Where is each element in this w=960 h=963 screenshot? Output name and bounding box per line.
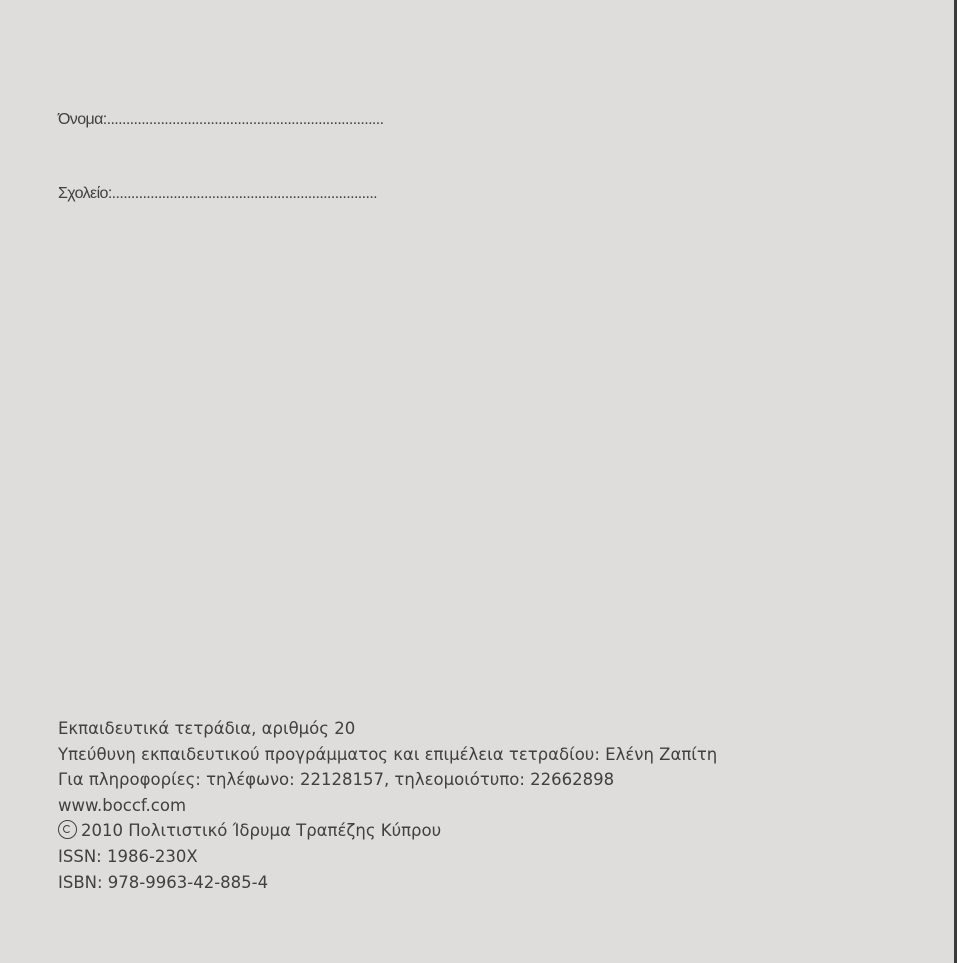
series-line: Εκπαιδευτικά τετράδια, αριθμός 20 xyxy=(58,719,356,738)
colophon xyxy=(58,716,717,895)
responsible-line: Υπεύθυνη εκπαιδευτικού προγράμματος και επιμέλεια τετραδίου: Ελένη Ζαπίτη xyxy=(58,744,718,764)
name-field-label: Όνομα:........................................................................ xyxy=(58,111,384,128)
page-edge-divider xyxy=(954,0,957,963)
website-line: www.boccf.com xyxy=(58,795,187,815)
school-field-label: Σχολείο:..................................................................... xyxy=(58,185,378,202)
isbn-line: ISBN: 978-9963-42-885-4 xyxy=(58,872,269,892)
copyright-line xyxy=(58,818,717,844)
contact-line: Για πληροφορίες: τηλέφωνο: 22128157, τηλεομοιότυπο: 22662898 xyxy=(58,770,615,790)
issn-line: ISSN: 1986-230X xyxy=(58,846,198,866)
copyright-icon xyxy=(58,820,77,839)
copyright-text: 2010 Πολιτιστικό Ίδρυμα Τραπέζης Κύπρου xyxy=(81,821,442,841)
